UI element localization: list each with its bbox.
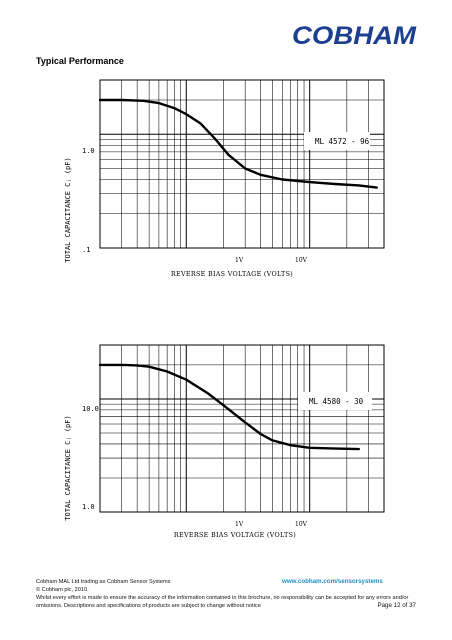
x-tick-label: 1V	[235, 521, 244, 528]
page-footer	[36, 578, 416, 610]
series-annotation: ML 4580 - 30	[309, 397, 364, 406]
series-annotation: ML 4572 - 96	[315, 137, 370, 146]
page-number: Page 12 of 37	[377, 602, 416, 609]
y-axis-label: TOTAL CAPACITANCE Cⱼ (pF)	[64, 157, 72, 263]
x-tick-label: 10V	[295, 521, 307, 528]
footer-disclaimer-2: omissions. Descriptions and specifications of products are subject to change without notice	[36, 603, 261, 609]
plot-frame	[100, 80, 384, 248]
y-tick-label: 1.0	[82, 147, 95, 155]
x-tick-label: 1V	[235, 257, 244, 264]
y-axis-label: TOTAL CAPACITANCE Cⱼ (pF)	[64, 415, 72, 521]
x-tick-label: 10V	[295, 257, 307, 264]
x-axis-label: REVERSE BIAS VOLTAGE (VOLTS)	[173, 531, 297, 539]
plot-frame	[100, 345, 384, 512]
chart-2	[64, 345, 384, 539]
logo-text: COBHAM	[292, 22, 418, 48]
footer-copyright: © Cobham plc, 2010.	[36, 587, 89, 593]
y-tick-label: 1.0	[82, 503, 95, 511]
footer-company: Cobham MAL Ltd trading as Cobham Sensor Systems	[36, 579, 171, 585]
footer-disclaimer: Whilst every effort is made to ensure the accuracy of the information contained in this brochure, no responsibility can be accepted for any errors and/or	[36, 595, 409, 601]
section-title: Typical Performance	[36, 56, 124, 66]
chart-1	[64, 80, 384, 278]
y-tick-label: 10.0	[82, 405, 99, 413]
x-axis-label: REVERSE BIAS VOLTAGE (VOLTS)	[170, 270, 294, 278]
y-tick-label: .1	[82, 246, 91, 254]
footer-url[interactable]: www.cobham.com/sensorsystems	[282, 578, 383, 585]
